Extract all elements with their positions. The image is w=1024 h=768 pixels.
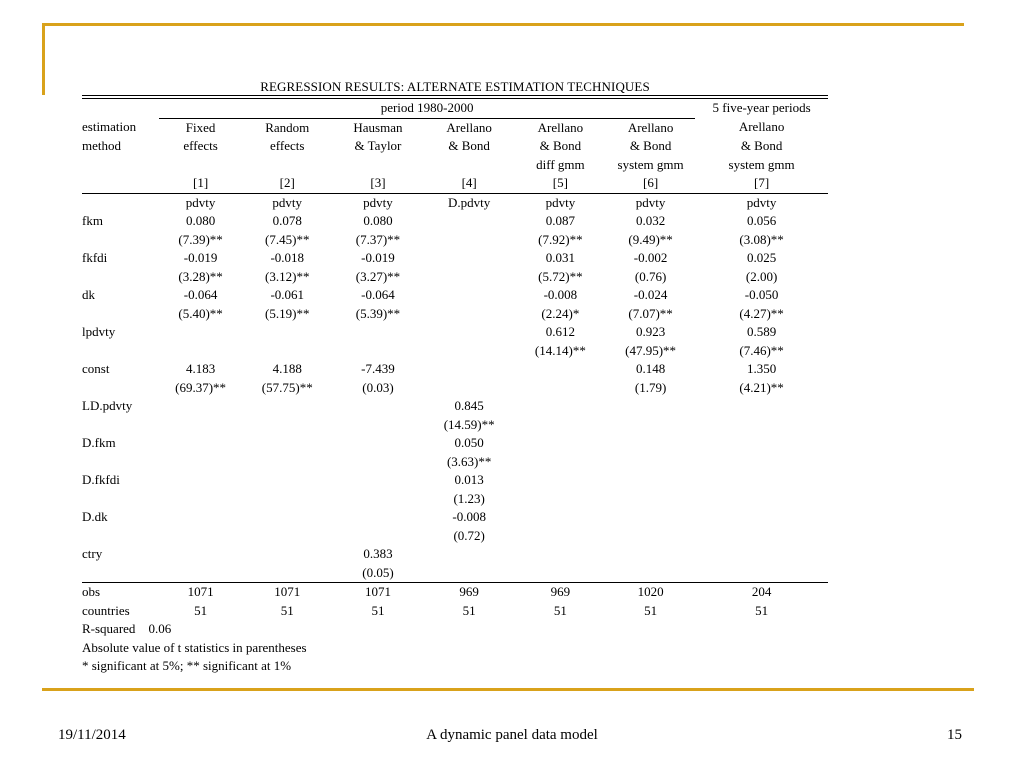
footer-page-number: 15 <box>947 727 962 743</box>
table-cell <box>515 564 606 583</box>
table-cell: 0.078 <box>272 213 302 228</box>
table-cell: Hausman <box>353 119 403 135</box>
table-row <box>82 212 828 231</box>
table-cell <box>606 490 695 509</box>
table-cell <box>606 564 695 583</box>
footer-date: 19/11/2014 <box>58 727 126 743</box>
table-cell: 0.013 <box>454 472 484 487</box>
table-cell <box>332 397 423 416</box>
table-cell <box>242 323 332 342</box>
table-cell: 0.845 <box>454 398 484 413</box>
table-cell: (7.07)** <box>628 305 673 321</box>
table-cell: [4] <box>424 174 515 193</box>
table-cell: pdvty <box>272 194 303 210</box>
table-cell: (7.39)** <box>178 231 223 247</box>
table-cell: pdvty <box>746 194 777 210</box>
table-cell: diff gmm <box>536 156 585 172</box>
table-cell: (14.59)** <box>443 416 495 432</box>
note-significance: * significant at 5%; ** significant at 1% <box>82 658 292 673</box>
table-cell <box>242 416 332 435</box>
table-cell <box>332 471 423 490</box>
table-cell: (3.63)** <box>446 453 492 469</box>
table-cell <box>332 156 423 175</box>
table-cell <box>606 434 695 453</box>
row-label-cell: D.fkm <box>82 435 116 450</box>
table-cell: pdvty <box>545 194 576 210</box>
table-cell: (0.72) <box>453 527 485 543</box>
table-row <box>82 508 828 527</box>
stat-row <box>82 602 828 621</box>
table-notes <box>82 620 828 676</box>
table-cell <box>424 212 515 231</box>
table-cell: (0.05) <box>332 564 423 583</box>
table-cell: 51 <box>755 602 769 618</box>
table-cell <box>515 508 606 527</box>
table-cell: (3.28)** <box>178 268 223 284</box>
table-cell: 51 <box>280 602 294 618</box>
table-cell: -0.018 <box>270 250 305 265</box>
table-cell <box>159 545 242 564</box>
table-cell: 51 <box>371 602 385 618</box>
table-cell <box>242 434 332 453</box>
table-cell <box>159 416 242 435</box>
table-cell <box>695 471 828 490</box>
table-row <box>82 193 828 212</box>
table-cell <box>332 453 423 472</box>
table-cell <box>332 490 423 509</box>
table-cell <box>515 360 606 379</box>
row-label-cell <box>82 490 159 509</box>
table-cell: & Bond <box>448 138 490 153</box>
table-cell: (5.72)** <box>538 268 583 284</box>
table-cell: 0.080 <box>185 213 216 228</box>
row-label-cell: method <box>82 138 121 153</box>
table-cell: 51 <box>462 602 476 618</box>
table-cell: (3.12)** <box>265 268 310 284</box>
table-cell: Arellano <box>627 119 674 135</box>
table-cell <box>159 471 242 490</box>
row-label-cell: D.fkfdi <box>82 472 120 487</box>
table-row <box>82 342 828 361</box>
table-cell: 4.183 <box>185 361 216 376</box>
table-cell: [3] <box>332 174 423 193</box>
table-row <box>82 527 828 546</box>
table-cell: pdvty <box>185 194 216 210</box>
table-cell: (1.79) <box>634 379 667 395</box>
footer-title: A dynamic panel data model <box>426 727 598 743</box>
table-cell: Fixed <box>185 119 216 135</box>
table-cell: [2] <box>242 174 332 193</box>
table-cell <box>424 564 515 583</box>
table-cell: [7] <box>695 174 828 193</box>
header-row <box>82 174 828 193</box>
table-cell: 0.383 <box>363 546 393 561</box>
row-label-cell: countries <box>82 602 130 618</box>
table-cell <box>332 416 423 435</box>
table-row <box>82 231 828 250</box>
table-row <box>82 416 828 435</box>
table-cell <box>695 453 828 472</box>
row-label-cell <box>82 342 159 361</box>
table-row <box>82 453 828 472</box>
table-cell <box>515 471 606 490</box>
row-label-cell: estimation <box>82 119 137 135</box>
row-label-cell <box>82 231 159 250</box>
row-label-cell <box>82 156 159 175</box>
table-cell: (7.45)** <box>265 231 310 247</box>
table-cell: effects <box>270 138 305 153</box>
table-cell: Arellano <box>738 119 785 135</box>
table-cell <box>159 156 242 175</box>
table-cell: 969 <box>459 584 479 599</box>
table-cell <box>159 564 242 583</box>
table-row <box>82 286 828 305</box>
table-cell <box>606 397 695 416</box>
top-accent-rule <box>42 23 964 26</box>
row-label-cell <box>82 416 159 435</box>
row-label-cell <box>82 193 159 212</box>
table-cell: (5.40)** <box>178 305 223 321</box>
table-cell: (7.46)** <box>739 342 784 358</box>
table-cell: -0.019 <box>183 250 218 265</box>
table-cell <box>515 490 606 509</box>
table-cell: -0.008 <box>543 287 578 302</box>
table-cell <box>515 416 606 435</box>
table-cell: (5.19)** <box>265 305 310 321</box>
header-row <box>82 156 828 175</box>
table-cell <box>424 249 515 268</box>
regression-table <box>82 99 828 620</box>
row-label-cell: D.dk <box>82 509 108 524</box>
table-cell: (69.37)** <box>175 379 227 395</box>
table-cell: [5] <box>515 174 606 193</box>
table-cell: 1020 <box>637 584 664 599</box>
table-cell: (4.21)** <box>739 379 784 395</box>
table-cell: 0.923 <box>635 324 666 339</box>
table-cell: 0.612 <box>545 324 576 339</box>
table-cell: (0.76) <box>634 268 667 284</box>
row-label-cell <box>82 564 159 583</box>
table-cell: 969 <box>550 584 571 599</box>
table-cell <box>695 564 828 583</box>
table-cell: Random <box>265 119 310 135</box>
table-cell: -7.439 <box>361 361 395 376</box>
table-cell: 0.080 <box>363 213 393 228</box>
table-cell <box>242 545 332 564</box>
table-cell: system gmm <box>728 156 795 172</box>
table-cell <box>159 453 242 472</box>
table-cell: 51 <box>553 602 567 618</box>
table-cell: pdvty <box>363 194 393 210</box>
table-row <box>82 471 828 490</box>
row-label-cell <box>82 268 159 287</box>
table-cell: -0.061 <box>270 287 305 302</box>
table-cell <box>424 342 515 361</box>
table-cell: 1.350 <box>746 361 777 376</box>
table-cell: (57.75)** <box>261 379 313 395</box>
table-cell: 204 <box>751 584 772 599</box>
table-cell <box>159 323 242 342</box>
table-cell: effects <box>183 138 218 153</box>
table-header <box>82 99 828 193</box>
table-cell: [6] <box>606 174 695 193</box>
row-label-cell: obs <box>82 584 101 599</box>
table-cell: (7.92)** <box>538 231 583 247</box>
table-cell <box>424 360 515 379</box>
table-cell: 0.589 <box>746 324 777 339</box>
table-cell: D.pdvty <box>448 194 491 210</box>
table-cell <box>424 323 515 342</box>
table-cell <box>606 416 695 435</box>
left-accent-rule <box>42 23 45 95</box>
table-cell <box>424 305 515 324</box>
table-cell <box>515 379 606 398</box>
table-cell: 1071 <box>364 584 391 599</box>
table-cell <box>695 397 828 416</box>
row-label-cell: const <box>82 361 110 376</box>
table-cell: 0.148 <box>635 361 666 376</box>
table-cell <box>606 453 695 472</box>
table-cell: 1071 <box>274 584 301 599</box>
five-year-header: 5 five-year periods <box>712 100 811 116</box>
table-stats <box>82 583 828 621</box>
table-cell <box>159 527 242 546</box>
row-label-cell: ctry <box>82 546 103 561</box>
r-squared-label: R-squared <box>82 621 136 636</box>
header-row <box>82 137 828 156</box>
table-cell: & Bond <box>539 138 582 153</box>
table-row <box>82 564 828 583</box>
table-cell <box>424 156 515 175</box>
table-cell: pdvty <box>635 194 666 210</box>
table-cell: -0.024 <box>633 287 668 302</box>
table-cell <box>242 342 332 361</box>
table-cell <box>695 434 828 453</box>
table-cell: (14.14)** <box>534 342 586 358</box>
table-cell: 0.087 <box>545 213 576 228</box>
table-cell: (2.24)* <box>541 305 580 321</box>
table-cell <box>424 545 515 564</box>
table-cell <box>695 527 828 546</box>
table-cell <box>424 286 515 305</box>
table-cell <box>242 453 332 472</box>
table-cell <box>159 342 242 361</box>
table-cell: Arellano <box>446 119 492 135</box>
table-cell: -0.064 <box>183 287 218 302</box>
table-cell: & Taylor <box>354 138 402 153</box>
table-cell <box>332 323 423 342</box>
table-cell <box>515 453 606 472</box>
table-cell <box>242 471 332 490</box>
table-cell: (9.49)** <box>628 231 673 247</box>
table-cell: (4.27)** <box>739 305 784 321</box>
table-cell: [1] <box>159 174 242 193</box>
table-cell: (1.23) <box>453 490 485 506</box>
table-cell: -0.050 <box>744 287 779 302</box>
row-label-cell: LD.pdvty <box>82 398 133 413</box>
note-t-statistics: Absolute value of t statistics in parentheses <box>82 639 307 655</box>
period-header: period 1980-2000 <box>159 99 695 118</box>
row-label-cell: fkfdi <box>82 250 108 265</box>
table-cell: 0.050 <box>454 435 484 450</box>
table-cell <box>515 434 606 453</box>
table-row <box>82 545 828 564</box>
table-cell <box>695 508 828 527</box>
header-row <box>82 118 828 137</box>
table-cell <box>242 490 332 509</box>
table-cell: 1071 <box>187 584 214 599</box>
table-cell: Arellano <box>537 119 584 135</box>
table-row <box>82 323 828 342</box>
regression-table-container <box>82 78 828 676</box>
table-row <box>82 397 828 416</box>
table-cell: (7.37)** <box>355 231 401 247</box>
table-cell <box>424 379 515 398</box>
table-cell: -0.008 <box>452 509 486 524</box>
table-cell <box>332 527 423 546</box>
table-row <box>82 434 828 453</box>
table-cell <box>606 527 695 546</box>
table-cell: (3.27)** <box>355 268 401 284</box>
table-body <box>82 193 828 583</box>
table-cell <box>332 508 423 527</box>
period-header-row <box>82 99 828 118</box>
row-label-cell <box>82 527 159 546</box>
table-cell <box>159 508 242 527</box>
table-cell: 0.032 <box>635 213 666 228</box>
table-cell <box>332 434 423 453</box>
r-squared-row <box>82 620 828 639</box>
table-cell: -0.064 <box>361 287 395 302</box>
table-cell: (3.08)** <box>739 231 784 247</box>
table-cell: 0.025 <box>746 250 777 265</box>
table-cell <box>332 342 423 361</box>
table-cell <box>242 527 332 546</box>
table-cell <box>242 397 332 416</box>
table-cell <box>515 545 606 564</box>
table-cell <box>606 545 695 564</box>
table-cell <box>515 397 606 416</box>
table-cell: 4.188 <box>272 361 302 376</box>
table-row <box>82 268 828 287</box>
table-cell: & Bond <box>629 138 672 153</box>
table-cell: (0.03) <box>362 379 394 395</box>
table-cell: -0.019 <box>361 250 395 265</box>
table-cell: -0.002 <box>633 250 668 265</box>
table-cell <box>242 156 332 175</box>
table-cell <box>515 527 606 546</box>
table-cell: & Bond <box>740 138 783 153</box>
table-cell <box>159 397 242 416</box>
row-label-cell: lpdvty <box>82 324 116 339</box>
table-row <box>82 490 828 509</box>
table-cell: (2.00) <box>745 268 778 284</box>
table-cell: 51 <box>194 602 208 618</box>
table-cell <box>242 564 332 583</box>
table-cell: (5.39)** <box>355 305 401 321</box>
table-cell <box>242 508 332 527</box>
r-squared-value: 0.06 <box>148 621 172 636</box>
table-cell <box>695 545 828 564</box>
table-cell <box>695 490 828 509</box>
bottom-accent-rule <box>42 688 974 691</box>
table-cell: 0.056 <box>746 213 777 228</box>
table-cell <box>159 434 242 453</box>
table-row <box>82 249 828 268</box>
table-cell: 51 <box>644 602 658 618</box>
table-cell <box>159 490 242 509</box>
row-label-cell: fkm <box>82 213 103 228</box>
row-label-cell <box>82 174 159 193</box>
table-title: REGRESSION RESULTS: ALTERNATE ESTIMATION TECHNIQUES <box>260 79 650 94</box>
table-row <box>82 360 828 379</box>
table-cell <box>606 508 695 527</box>
row-label-cell <box>82 379 159 398</box>
table-cell <box>424 231 515 250</box>
table-row <box>82 305 828 324</box>
row-label-cell <box>82 453 159 472</box>
table-cell <box>695 416 828 435</box>
stat-row <box>82 583 828 602</box>
row-label-cell: dk <box>82 287 95 302</box>
table-cell: (47.95)** <box>625 342 677 358</box>
table-cell: 0.031 <box>545 250 576 265</box>
table-row <box>82 379 828 398</box>
table-cell <box>424 268 515 287</box>
table-cell: system gmm <box>617 156 684 172</box>
table-cell <box>606 471 695 490</box>
row-label-cell <box>82 305 159 324</box>
